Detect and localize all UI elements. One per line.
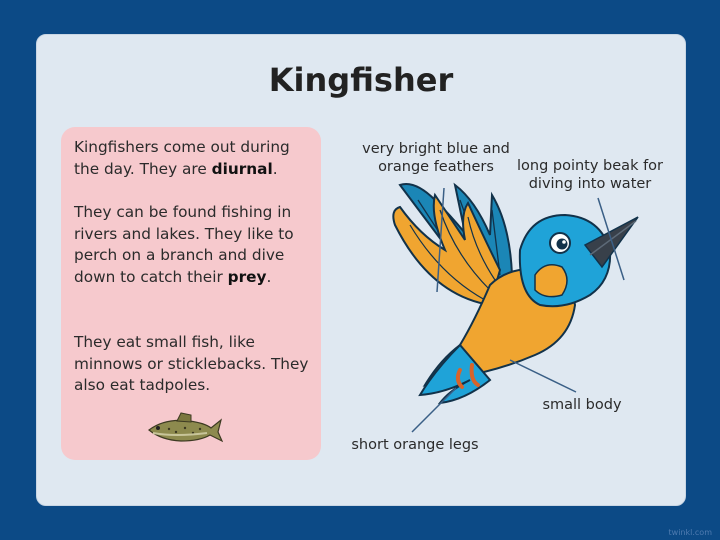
p2-text-b: . (266, 267, 272, 286)
p1-bold: diurnal (211, 159, 273, 178)
p2-bold: prey (227, 267, 267, 286)
p1-text-b: . (272, 159, 278, 178)
credit-text: twinkl.com (668, 528, 712, 537)
page-title: Kingfisher (268, 61, 454, 99)
p2-text-a: They can be found fishing in rivers and lakes. They like to perch on a branch and dive down to catch their (74, 203, 294, 286)
p1-text-a: Kingfishers come out during the day. They are (74, 138, 290, 178)
paragraph-diet: They eat small fish, like minnows or sticklebacks. They also eat tadpoles. (74, 333, 309, 394)
label-beak-line2: diving into water (528, 176, 652, 192)
label-feathers-line2: orange feathers (378, 159, 494, 175)
label-feathers-line1: very bright blue and (362, 141, 510, 157)
label-legs: short orange legs (351, 437, 479, 453)
label-body: small body (542, 397, 622, 413)
label-beak-line1: long pointy beak for (516, 158, 664, 174)
